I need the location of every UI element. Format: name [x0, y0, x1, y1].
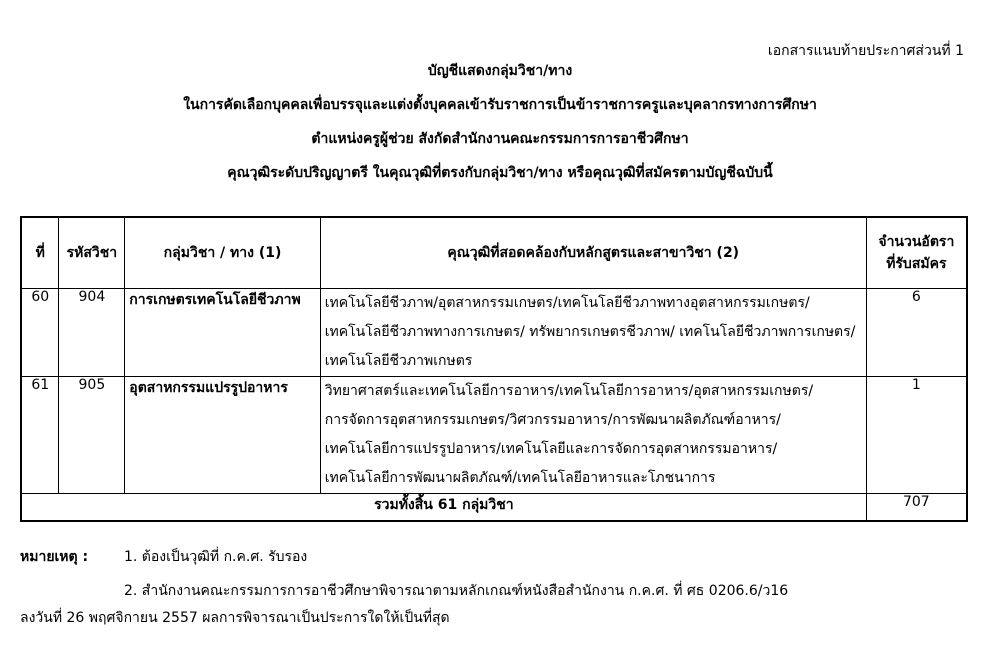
- total-label: รวมทั้งสิ้น 61 กลุ่มวิชา: [21, 494, 866, 522]
- note-item-1: 1. ต้องเป็นวุฒิที่ ก.ค.ศ. รับรอง: [124, 549, 308, 565]
- table-row: [21, 377, 967, 494]
- notes-label: หมายเหตุ :: [20, 549, 89, 565]
- total-value: 707: [866, 494, 967, 522]
- row-count: 6: [866, 289, 967, 377]
- row-qualification: [320, 289, 866, 377]
- qualification-line: เทคโนโลยีการพัฒนาผลิตภัณฑ์/เทคโนโลยีอาหารและโภชนาการ: [324, 470, 716, 486]
- row-no: 60: [21, 289, 59, 377]
- header-count-line2: ที่รับสมัคร: [886, 256, 947, 272]
- note-item-2-continued: ลงวันที่ 26 พฤศจิกายน 2557 ผลการพิจารณาเป็นประการใดให้เป็นที่สุด: [20, 610, 450, 626]
- row-group: อุตสาหกรรมแปรรูปอาหาร: [125, 377, 320, 494]
- row-no: 61: [21, 377, 59, 494]
- qualification-line: เทคโนโลยีการแปรรูปอาหาร/เทคโนโลยีและการจัดการอุตสาหกรรมอาหาร/: [324, 441, 778, 457]
- header-no: ที่: [21, 217, 59, 289]
- header-qualification: คุณวุฒิที่สอดคล้องกับหลักสูตรและสาขาวิชา (2): [320, 217, 866, 289]
- table-total-row: [21, 494, 967, 522]
- header-count-line1: จำนวนอัตรา: [878, 234, 955, 250]
- table-row: [21, 289, 967, 377]
- qualification-line: การจัดการอุตสาหกรรมเกษตร/วิศวกรรมอาหาร/การพัฒนาผลิตภัณฑ์อาหาร/: [324, 412, 781, 428]
- row-qualification: [320, 377, 866, 494]
- subject-group-table: [20, 216, 968, 522]
- qualification-line: เทคโนโลยีชีวภาพ/อุตสาหกรรมเกษตร/เทคโนโลยีชีวภาพทางอุตสาหกรรมเกษตร/: [324, 295, 810, 311]
- qualification-line: วิทยาศาสตร์และเทคโนโลยีการอาหาร/เทคโนโลยีการอาหาร/อุตสาหกรรมเกษตร/: [324, 383, 814, 399]
- document-title: บัญชีแสดงกลุ่มวิชา/ทาง: [427, 63, 573, 79]
- header-group: กลุ่มวิชา / ทาง (1): [125, 217, 320, 289]
- document-subtitle-qualification: คุณวุฒิระดับปริญญาตรี ในคุณวุฒิที่ตรงกับกลุ่มวิชา/ทาง หรือคุณวุฒิที่สมัครตามบัญชีฉบับนี้: [227, 165, 773, 181]
- qualification-line: เทคโนโลยีชีวภาพทางการเกษตร/ ทรัพยากรเกษตรชีวภาพ/ เทคโนโลยีชีวภาพการเกษตร/: [324, 324, 856, 340]
- row-code: 905: [59, 377, 125, 494]
- row-count: 1: [866, 377, 967, 494]
- note-item-2: 2. สำนักงานคณะกรรมการการอาชีวศึกษาพิจารณาตามหลักเกณฑ์หนังสือสำนักงาน ก.ค.ศ. ที่ ศธ 0206.6/ว16: [124, 583, 789, 599]
- table-header-row: [21, 217, 967, 289]
- header-code: รหัสวิชา: [59, 217, 125, 289]
- row-code: 904: [59, 289, 125, 377]
- document-subtitle-position: ตำแหน่งครูผู้ช่วย สังกัดสำนักงานคณะกรรมการการอาชีวศึกษา: [311, 131, 689, 147]
- annex-label: เอกสารแนบท้ายประกาศส่วนที่ 1: [767, 43, 964, 59]
- row-group: การเกษตรเทคโนโลยีชีวภาพ: [125, 289, 320, 377]
- document-subtitle-selection: ในการคัดเลือกบุคคลเพื่อบรรจุและแต่งตั้งบุคคลเข้ารับราชการเป็นข้าราชการครูและบุคลากรทางการศึกษา: [183, 97, 817, 113]
- header-count: [866, 217, 967, 289]
- qualification-line: เทคโนโลยีชีวภาพเกษตร: [324, 353, 473, 369]
